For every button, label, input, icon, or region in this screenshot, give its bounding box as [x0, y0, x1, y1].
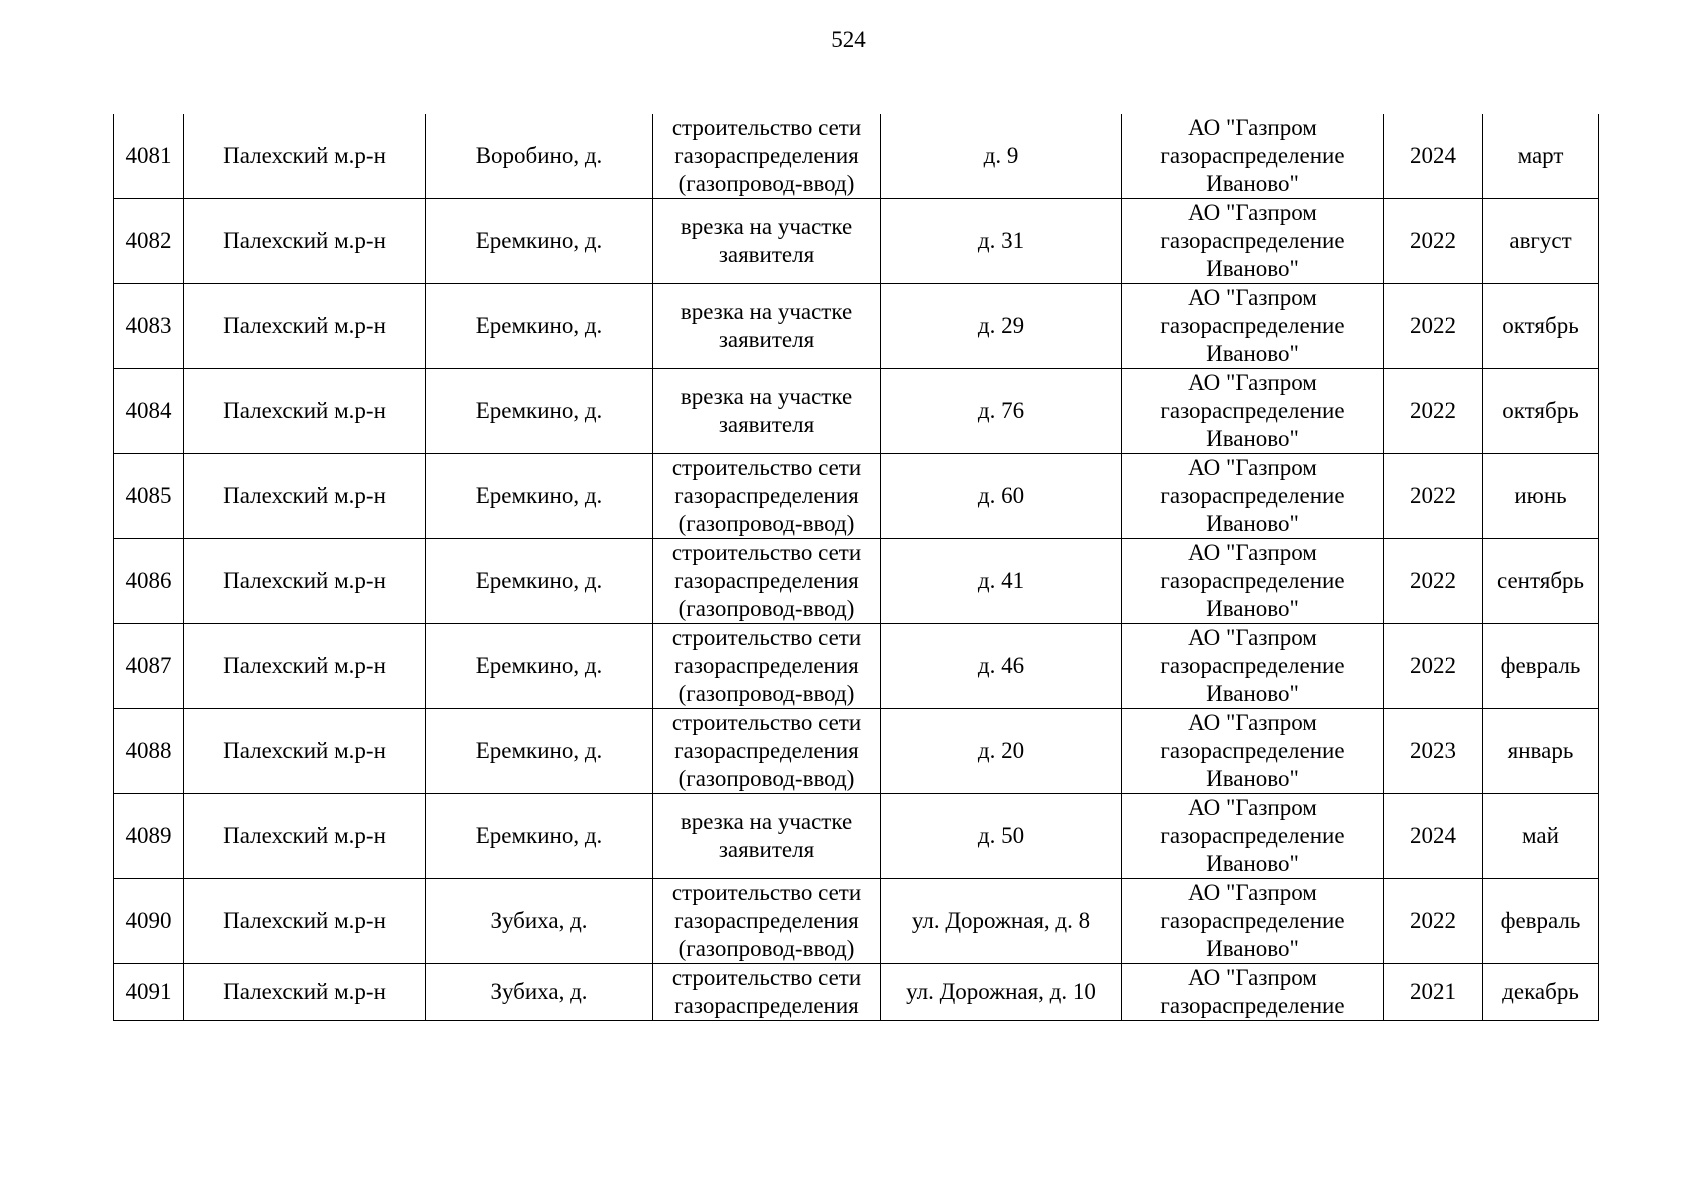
organization-cell-line: Иваново"	[1206, 511, 1299, 536]
settlement-cell: Зубиха, д.	[426, 879, 653, 964]
settlement-cell: Еремкино, д.	[426, 369, 653, 454]
organization-cell-line: АО "Газпром	[1188, 710, 1317, 735]
table-row	[114, 709, 1599, 794]
organization-cell-line: АО "Газпром	[1188, 370, 1317, 395]
address-cell: д. 9	[881, 114, 1122, 199]
work-type-cell-line: (газопровод-ввод)	[678, 681, 855, 706]
month-cell: август	[1483, 199, 1599, 284]
settlement-cell: Еремкино, д.	[426, 284, 653, 369]
organization-cell	[1122, 454, 1384, 539]
organization-cell-line: газораспределение	[1160, 993, 1345, 1018]
district-cell: Палехский м.р-н	[184, 454, 426, 539]
work-type-cell-line: строительство сети	[671, 455, 862, 480]
work-type-cell-line: строительство сети	[671, 880, 862, 905]
row-number-cell: 4090	[114, 879, 184, 964]
address-cell: д. 50	[881, 794, 1122, 879]
organization-cell	[1122, 964, 1384, 1021]
work-type-cell-line: газораспределения	[674, 738, 859, 763]
organization-cell-line: газораспределение	[1160, 483, 1345, 508]
table-row	[114, 369, 1599, 454]
district-cell: Палехский м.р-н	[184, 624, 426, 709]
work-type-cell-line: газораспределения	[674, 568, 859, 593]
organization-cell-line: газораспределение	[1160, 568, 1345, 593]
table-row	[114, 624, 1599, 709]
year-cell: 2024	[1384, 114, 1483, 199]
district-cell: Палехский м.р-н	[184, 794, 426, 879]
row-number-cell: 4082	[114, 199, 184, 284]
address-cell: д. 60	[881, 454, 1122, 539]
organization-cell-line: АО "Газпром	[1188, 965, 1317, 990]
work-type-cell-line: врезка на участке	[680, 384, 853, 409]
settlement-cell: Зубиха, д.	[426, 964, 653, 1021]
work-type-cell-line: (газопровод-ввод)	[678, 936, 855, 961]
address-cell: д. 31	[881, 199, 1122, 284]
organization-cell-line: АО "Газпром	[1188, 880, 1317, 905]
month-cell: февраль	[1483, 624, 1599, 709]
organization-cell-line: АО "Газпром	[1188, 455, 1317, 480]
row-number-cell: 4088	[114, 709, 184, 794]
work-type-cell-line: заявителя	[718, 837, 815, 862]
year-cell: 2022	[1384, 369, 1483, 454]
organization-cell-line: АО "Газпром	[1188, 795, 1317, 820]
organization-cell-line: Иваново"	[1206, 681, 1299, 706]
work-type-cell	[653, 624, 881, 709]
work-type-cell	[653, 964, 881, 1021]
table-row	[114, 539, 1599, 624]
organization-cell-line: Иваново"	[1206, 596, 1299, 621]
address-cell: ул. Дорожная, д. 10	[881, 964, 1122, 1021]
organization-cell-line: АО "Газпром	[1188, 285, 1317, 310]
organization-cell-line: Иваново"	[1206, 341, 1299, 366]
settlement-cell: Еремкино, д.	[426, 624, 653, 709]
row-number-cell: 4083	[114, 284, 184, 369]
district-cell: Палехский м.р-н	[184, 539, 426, 624]
year-cell: 2022	[1384, 624, 1483, 709]
year-cell: 2021	[1384, 964, 1483, 1021]
month-cell: декабрь	[1483, 964, 1599, 1021]
organization-cell-line: газораспределение	[1160, 228, 1345, 253]
table-row	[114, 114, 1599, 199]
organization-cell-line: газораспределение	[1160, 653, 1345, 678]
organization-cell-line: Иваново"	[1206, 851, 1299, 876]
work-type-cell	[653, 539, 881, 624]
page-number: 524	[831, 27, 866, 52]
organization-cell	[1122, 539, 1384, 624]
organization-cell	[1122, 709, 1384, 794]
month-cell: июнь	[1483, 454, 1599, 539]
settlement-cell: Еремкино, д.	[426, 709, 653, 794]
table-row	[114, 454, 1599, 539]
organization-cell	[1122, 199, 1384, 284]
settlement-cell: Еремкино, д.	[426, 199, 653, 284]
table-row	[114, 964, 1599, 1021]
organization-cell	[1122, 879, 1384, 964]
work-type-cell-line: строительство сети	[671, 710, 862, 735]
work-type-cell-line: газораспределения	[674, 143, 859, 168]
organization-cell-line: Иваново"	[1206, 256, 1299, 281]
district-cell: Палехский м.р-н	[184, 369, 426, 454]
work-type-cell-line: газораспределения	[674, 908, 859, 933]
settlement-cell: Воробино, д.	[426, 114, 653, 199]
organization-cell-line: Иваново"	[1206, 426, 1299, 451]
address-cell: д. 76	[881, 369, 1122, 454]
work-type-cell-line: (газопровод-ввод)	[678, 766, 855, 791]
work-type-cell-line: врезка на участке	[680, 299, 853, 324]
work-type-cell	[653, 709, 881, 794]
work-type-cell-line: строительство сети	[671, 540, 862, 565]
table-row	[114, 879, 1599, 964]
work-type-cell-line: газораспределения	[674, 483, 859, 508]
year-cell: 2023	[1384, 709, 1483, 794]
organization-cell	[1122, 369, 1384, 454]
organization-cell	[1122, 284, 1384, 369]
work-type-cell	[653, 794, 881, 879]
district-cell: Палехский м.р-н	[184, 879, 426, 964]
organization-cell-line: газораспределение	[1160, 313, 1345, 338]
organization-cell	[1122, 794, 1384, 879]
table-row	[114, 284, 1599, 369]
work-type-cell-line: газораспределения	[674, 993, 859, 1018]
work-type-cell-line: газораспределения	[674, 653, 859, 678]
row-number-cell: 4086	[114, 539, 184, 624]
work-type-cell-line: заявителя	[718, 242, 815, 267]
organization-cell-line: газораспределение	[1160, 908, 1345, 933]
organization-cell-line: газораспределение	[1160, 738, 1345, 763]
work-type-cell-line: (газопровод-ввод)	[678, 511, 855, 536]
work-type-cell-line: (газопровод-ввод)	[678, 596, 855, 621]
table-row	[114, 199, 1599, 284]
organization-cell-line: газораспределение	[1160, 398, 1345, 423]
work-type-cell-line: заявителя	[718, 412, 815, 437]
month-cell: октябрь	[1483, 369, 1599, 454]
work-type-cell-line: строительство сети	[671, 625, 862, 650]
row-number-cell: 4091	[114, 964, 184, 1021]
month-cell: январь	[1483, 709, 1599, 794]
organization-cell-line: газораспределение	[1160, 143, 1345, 168]
address-cell: д. 46	[881, 624, 1122, 709]
year-cell: 2022	[1384, 879, 1483, 964]
organization-cell-line: АО "Газпром	[1188, 115, 1317, 140]
gas-connection-table	[113, 114, 1599, 1021]
organization-cell	[1122, 624, 1384, 709]
work-type-cell-line: врезка на участке	[680, 214, 853, 239]
year-cell: 2024	[1384, 794, 1483, 879]
work-type-cell-line: врезка на участке	[680, 809, 853, 834]
district-cell: Палехский м.р-н	[184, 114, 426, 199]
organization-cell-line: АО "Газпром	[1188, 625, 1317, 650]
work-type-cell-line: заявителя	[718, 327, 815, 352]
month-cell: май	[1483, 794, 1599, 879]
district-cell: Палехский м.р-н	[184, 964, 426, 1021]
address-cell: ул. Дорожная, д. 8	[881, 879, 1122, 964]
address-cell: д. 29	[881, 284, 1122, 369]
organization-cell-line: АО "Газпром	[1188, 200, 1317, 225]
organization-cell	[1122, 114, 1384, 199]
work-type-cell	[653, 114, 881, 199]
work-type-cell	[653, 199, 881, 284]
row-number-cell: 4081	[114, 114, 184, 199]
district-cell: Палехский м.р-н	[184, 284, 426, 369]
settlement-cell: Еремкино, д.	[426, 454, 653, 539]
address-cell: д. 20	[881, 709, 1122, 794]
work-type-cell-line: (газопровод-ввод)	[678, 171, 855, 196]
table-row	[114, 794, 1599, 879]
month-cell: февраль	[1483, 879, 1599, 964]
settlement-cell: Еремкино, д.	[426, 539, 653, 624]
address-cell: д. 41	[881, 539, 1122, 624]
work-type-cell	[653, 879, 881, 964]
month-cell: сентябрь	[1483, 539, 1599, 624]
month-cell: октябрь	[1483, 284, 1599, 369]
organization-cell-line: Иваново"	[1206, 766, 1299, 791]
organization-cell-line: Иваново"	[1206, 936, 1299, 961]
work-type-cell	[653, 369, 881, 454]
district-cell: Палехский м.р-н	[184, 199, 426, 284]
work-type-cell-line: строительство сети	[671, 965, 862, 990]
row-number-cell: 4089	[114, 794, 184, 879]
row-number-cell: 4084	[114, 369, 184, 454]
settlement-cell: Еремкино, д.	[426, 794, 653, 879]
work-type-cell-line: строительство сети	[671, 115, 862, 140]
district-cell: Палехский м.р-н	[184, 709, 426, 794]
year-cell: 2022	[1384, 454, 1483, 539]
table-body	[114, 114, 1599, 1021]
organization-cell-line: Иваново"	[1206, 171, 1299, 196]
organization-cell-line: АО "Газпром	[1188, 540, 1317, 565]
work-type-cell	[653, 284, 881, 369]
year-cell: 2022	[1384, 539, 1483, 624]
month-cell: март	[1483, 114, 1599, 199]
work-type-cell	[653, 454, 881, 539]
year-cell: 2022	[1384, 199, 1483, 284]
year-cell: 2022	[1384, 284, 1483, 369]
row-number-cell: 4087	[114, 624, 184, 709]
organization-cell-line: газораспределение	[1160, 823, 1345, 848]
row-number-cell: 4085	[114, 454, 184, 539]
